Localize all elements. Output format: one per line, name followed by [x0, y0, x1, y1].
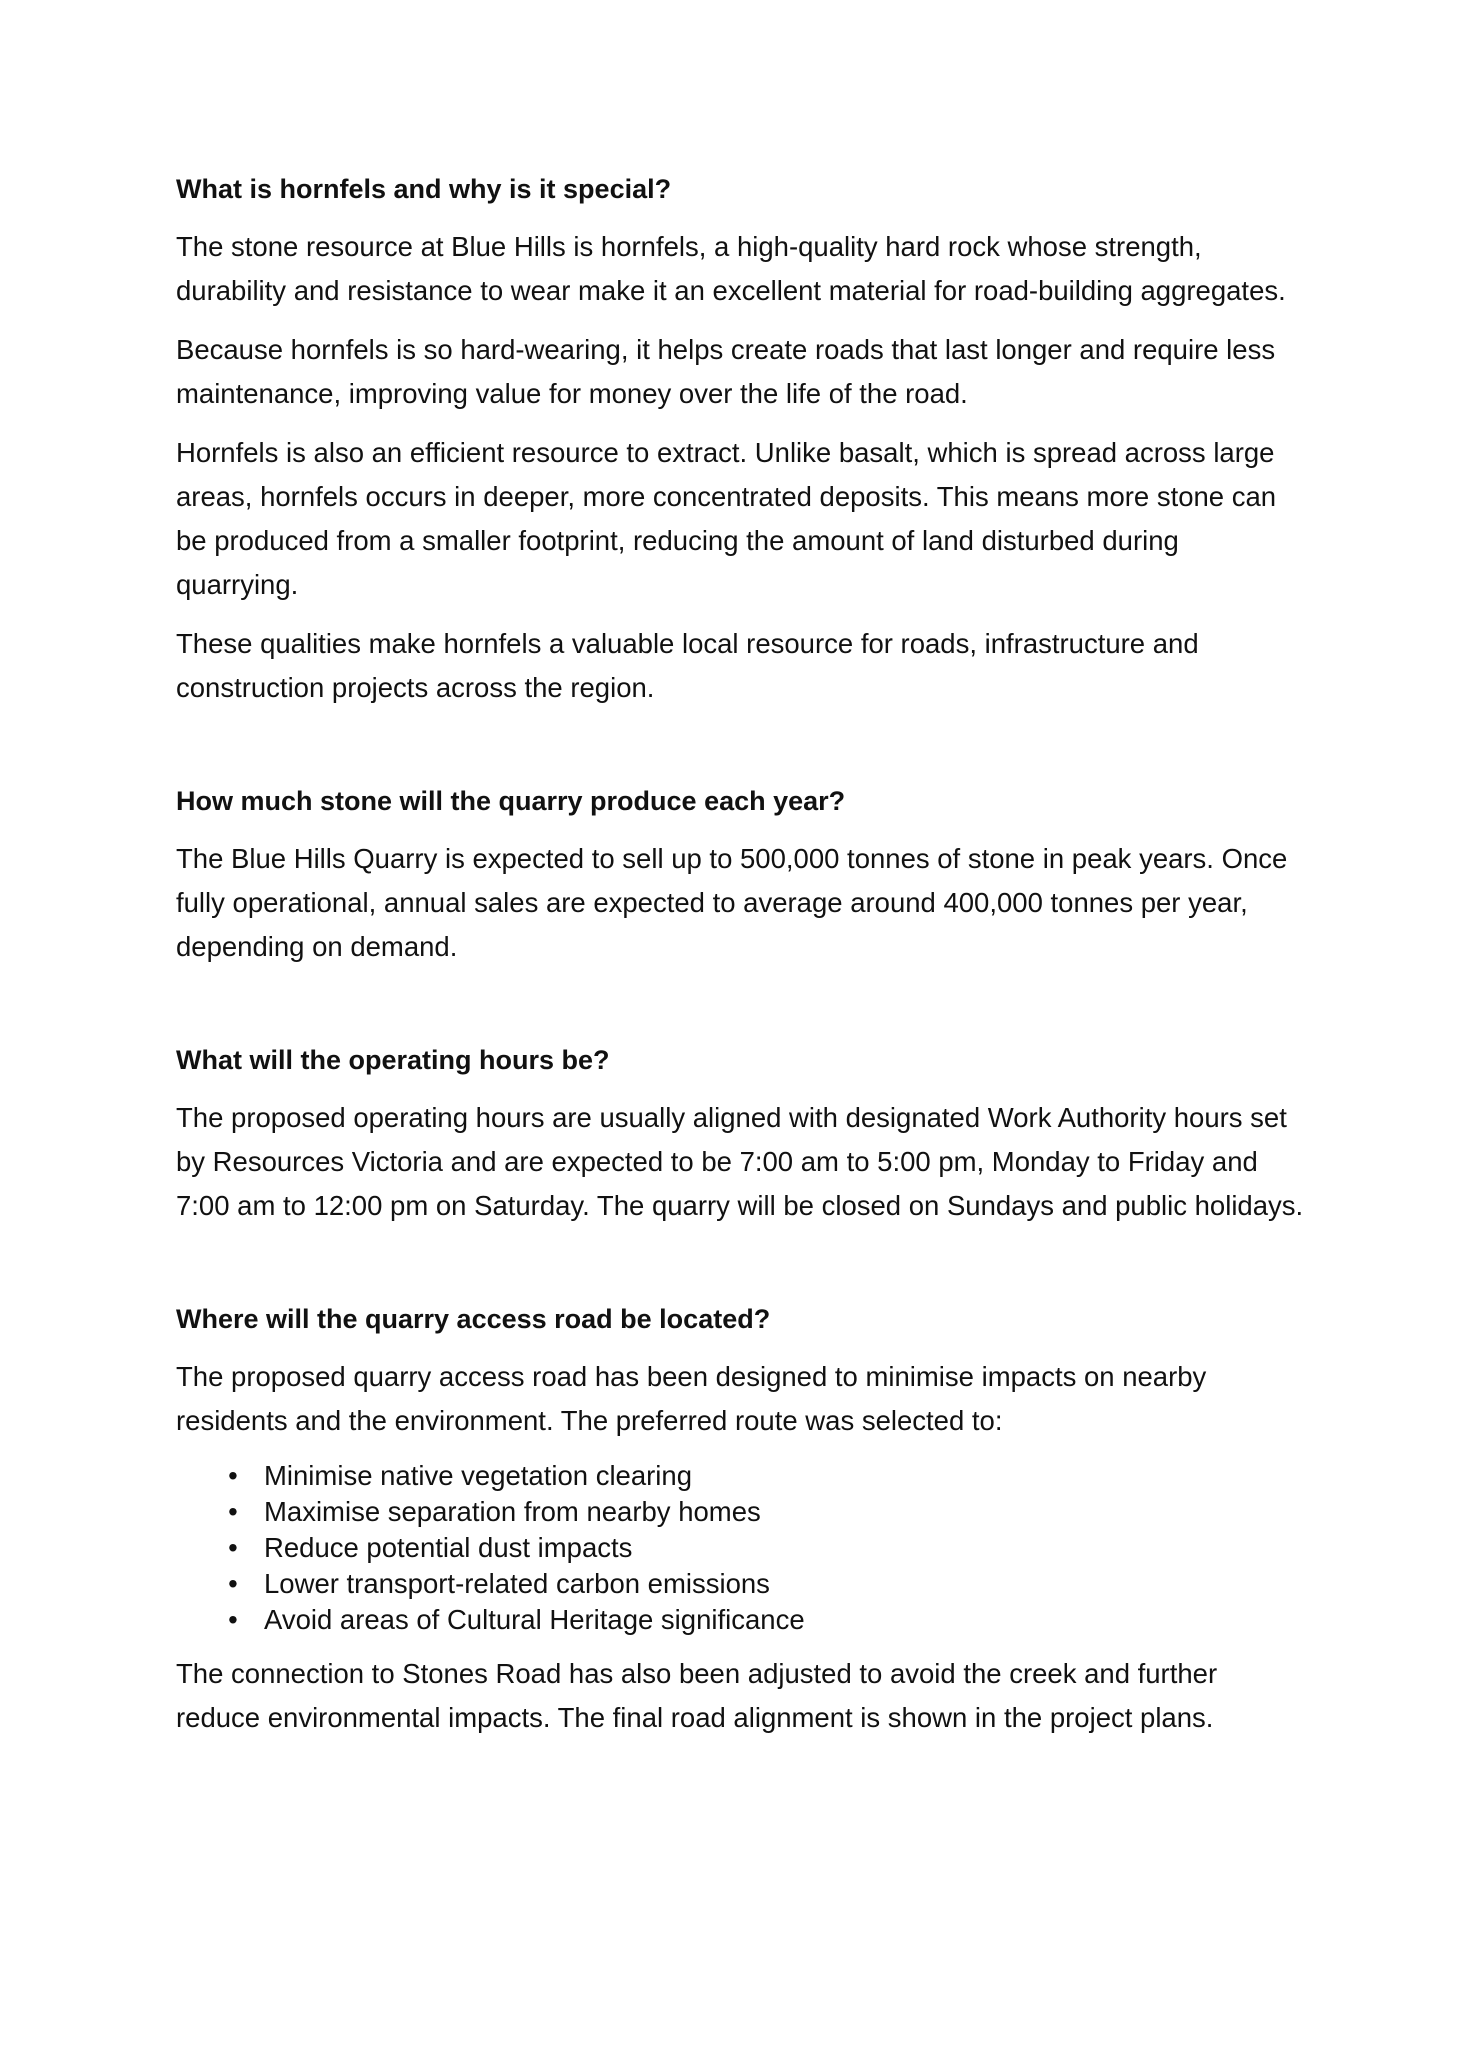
bullet-icon: •: [228, 1604, 238, 1635]
section-heading: Where will the quarry access road be located?: [176, 1304, 771, 1334]
list-item-text: Minimise native vegetation clearing: [264, 1460, 692, 1491]
list-item: [176, 1566, 1306, 1602]
section-production: [176, 784, 1306, 969]
document-page: [176, 172, 1306, 1740]
list-item: [176, 1530, 1306, 1566]
list-item: [176, 1602, 1306, 1638]
list-item-text: Avoid areas of Cultural Heritage significance: [264, 1604, 805, 1635]
bullet-icon: •: [228, 1532, 238, 1563]
section-access-road: [176, 1302, 1306, 1740]
section-hornfels: [176, 172, 1306, 710]
section-operating-hours: [176, 1043, 1306, 1228]
paragraph: Because hornfels is so hard-wearing, it helps create roads that last longer and require less maintenance, improving value for money over the life of the road.: [176, 334, 1276, 409]
list-item: [176, 1458, 1306, 1494]
section-heading: What will the operating hours be?: [176, 1045, 610, 1075]
list-item-text: Lower transport-related carbon emissions: [264, 1568, 770, 1599]
list-item: [176, 1494, 1306, 1530]
section-heading: What is hornfels and why is it special?: [176, 174, 672, 204]
list-item-text: Maximise separation from nearby homes: [264, 1496, 761, 1527]
bullet-icon: •: [228, 1496, 238, 1527]
paragraph: The stone resource at Blue Hills is hornfels, a high-quality hard rock whose strength, durability and resistance to wear make it an excellent material for road-building aggregates.: [176, 231, 1286, 306]
paragraph: These qualities make hornfels a valuable local resource for roads, infrastructure and construction projects across the region.: [176, 628, 1199, 703]
paragraph-intro: The proposed quarry access road has been designed to minimise impacts on nearby residents and the environment. The preferred route was selected to:: [176, 1361, 1207, 1436]
list-item-text: Reduce potential dust impacts: [264, 1532, 633, 1563]
bullet-icon: •: [228, 1460, 238, 1491]
bullet-icon: •: [228, 1568, 238, 1599]
paragraph: The proposed operating hours are usually aligned with designated Work Authority hours set by Resources Victoria and are expected to be 7:00 am to 5:00 pm, Monday to Friday and 7:00 am to 12:00 pm on Saturday. The quarry will be closed on Sundays and public holidays.: [176, 1102, 1304, 1221]
paragraph-outro: The connection to Stones Road has also been adjusted to avoid the creek and further reduce environmental impacts. The final road alignment is shown in the project plans.: [176, 1658, 1218, 1733]
paragraph: Hornfels is also an efficient resource to extract. Unlike basalt, which is spread across large areas, hornfels occurs in deeper, more concentrated deposits. This means more stone can be produced from a smaller footprint, reducing the amount of land disturbed during quarrying.: [176, 437, 1277, 600]
section-heading: How much stone will the quarry produce each year?: [176, 786, 846, 816]
bullet-list: [176, 1458, 1306, 1638]
paragraph: The Blue Hills Quarry is expected to sell up to 500,000 tonnes of stone in peak years. Once fully operational, annual sales are expected to average around 400,000 tonnes per year, depending on demand.: [176, 843, 1288, 962]
